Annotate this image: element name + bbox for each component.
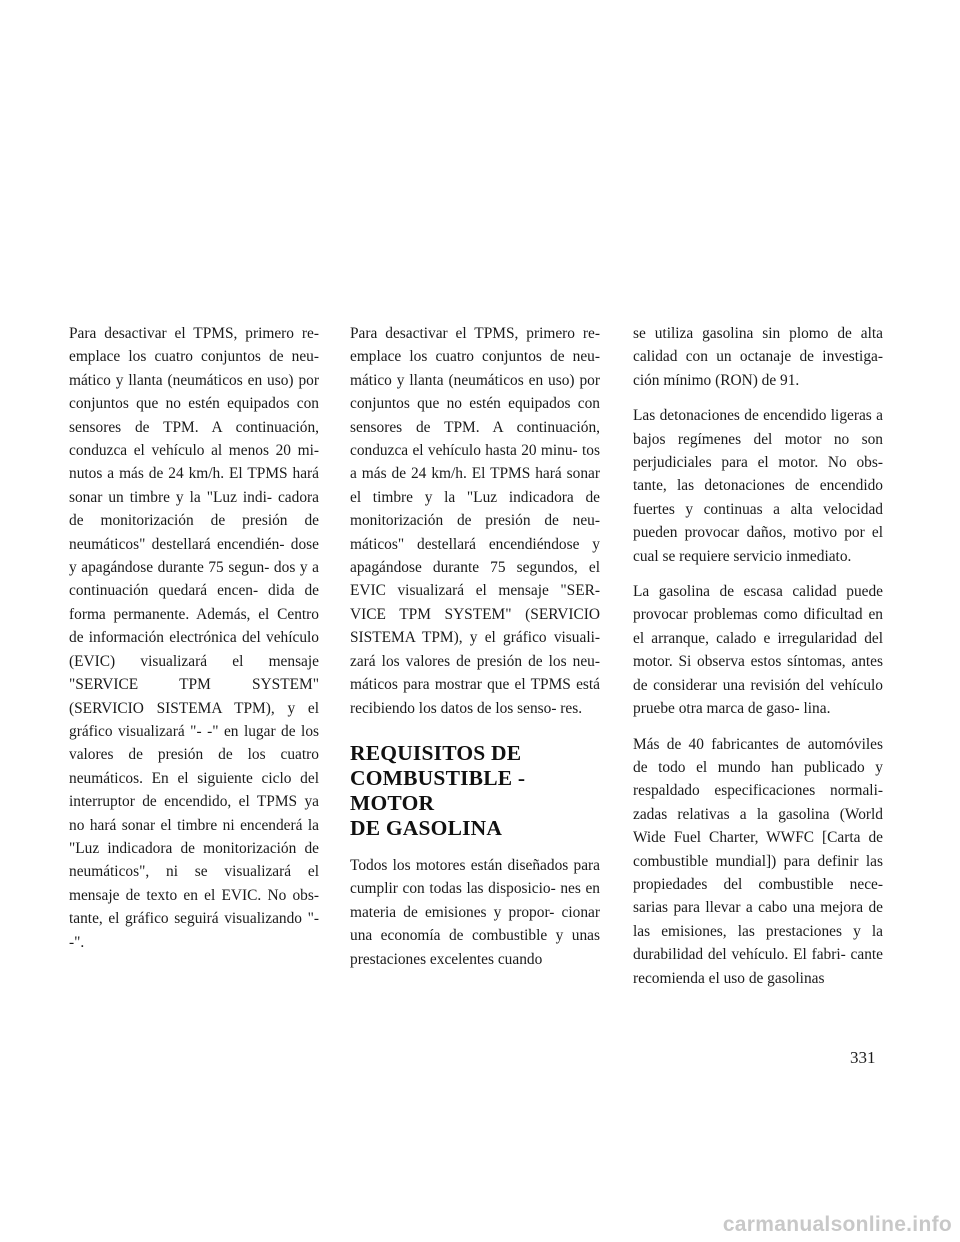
text-column-left [69, 322, 319, 966]
paragraph-knock: Las detonaciones de encendido ligeras a bajos regímenes del motor no son perjudiciales para el motor. No obs- tante, las detonaciones de encendido fuertes y continuas a alta velocidad pueden provocar daños, motivo por el cual se requiere servicio inmediato. [633, 407, 883, 565]
page-number: 331 [850, 1048, 876, 1067]
section-heading-fuel-requirements [350, 741, 600, 841]
text-column-right [633, 322, 883, 1002]
paragraph-engines-design: Todos los motores están diseñados para cumplir con todas las disposicio- nes en materia de emisiones y propor- cionar una economía de combustible y unas prestaciones excelentes cuando [350, 856, 600, 968]
paragraph-poor-fuel: La gasolina de escasa calidad puede provocar problemas como dificultad en el arranque, calado e irregularidad del motor. Si observa estos síntomas, antes de considerar una revisión del vehículo pruebe otra marca de gaso- lina. [633, 583, 883, 718]
paragraph-octane: se utiliza gasolina sin plomo de alta calidad con un octanaje de investiga- ción mínimo (RON) de 91. [633, 325, 883, 389]
paragraph-tpms-deactivate-1: Para desactivar el TPMS, primero re- emplace los cuatro conjuntos de neu- mático y llanta (neumáticos en uso) por conjuntos que no estén equipados con sensores de TPM. A continuación, conduzca el vehículo al menos 20 mi- nutos a más de 24 km/h. El TPMS hará sonar un timbre y la "Luz indi- cadora de monitorización de presión de neumáticos" destellará encendién- dose y apagándose durante 75 segun- dos y a continuación quedará encen- dida de forma permanente. Además, el Centro de información electrónica del vehículo (EVIC) visualizará el mensaje "SERVICE TPM SYSTEM" (SERVICIO SISTEMA TPM), y el gráfico visualizará "- -" en lugar de los valores de presión de los cuatro neumáticos. En el siguiente ciclo del interruptor de encendido, el TPMS ya no hará sonar el timbre ni encenderá la "Luz indicadora de monitorización de neumáticos", ni se visualizará el mensaje de texto en el EVIC. No obs- tante, el gráfico seguirá visualizando "- -". [69, 325, 319, 951]
watermark-text: carmanualsonline.info [722, 1213, 952, 1236]
heading-line-1: REQUISITOS DE [350, 740, 522, 765]
heading-line-2: COMBUSTIBLE - MOTOR [350, 765, 526, 815]
text-column-middle [350, 322, 600, 983]
paragraph-tpms-deactivate-2: Para desactivar el TPMS, primero re- emplace los cuatro conjuntos de neu- mático y llanta (neumáticos en uso) por conjuntos que no estén equipados con sensores de TPM. A continuación, conduzca el vehículo hasta 20 minu- tos a más de 24 km/h. El TPMS hará sonar el timbre y la "Luz indicadora de monitorización de presión de neu- máticos" destellará encendiéndose y apagándose durante 75 segundos, el EVIC visualizará el mensaje "SER- VICE TPM SYSTEM" (SERVICIO SISTEMA TPM), y el gráfico visuali- zará los valores de presión de los neu- máticos para mostrar que el TPMS está recibiendo los datos de los senso- res. [350, 325, 600, 717]
paragraph-wwfc: Más de 40 fabricantes de automóviles de todo el mundo han publicado y respaldado especificaciones normali- zadas relativas a la gasolina (World Wide Fuel Charter, WWFC [Carta de combustible mundial]) para definir las propiedades del combustible nece- sarias para llevar a cabo una mejora de las emisiones, las prestaciones y la durabilidad del vehículo. El fabri- cante recomienda el uso de gasolinas [633, 735, 883, 987]
heading-line-3: DE GASOLINA [350, 815, 503, 840]
